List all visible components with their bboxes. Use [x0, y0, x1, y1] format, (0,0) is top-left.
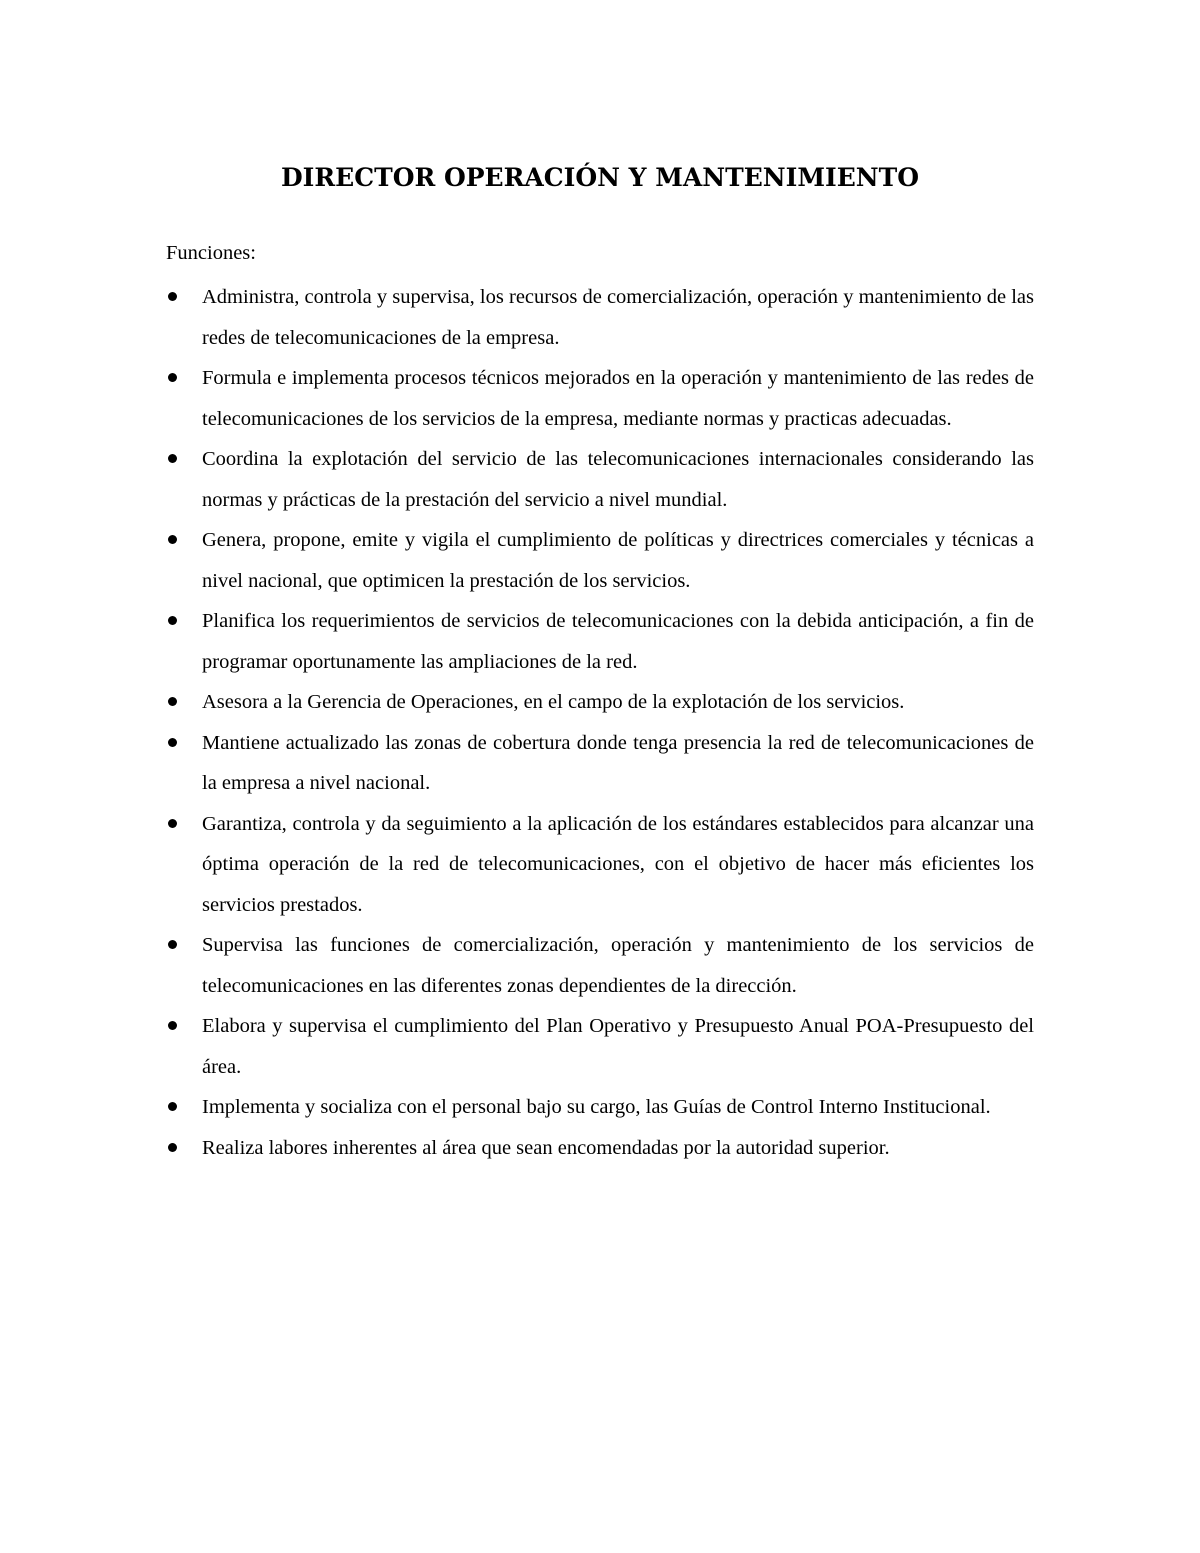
function-item	[166, 277, 1034, 358]
bullet-icon	[168, 1102, 177, 1111]
bullet-icon	[168, 1143, 177, 1152]
bullet-icon	[168, 940, 177, 949]
function-item	[166, 1128, 1034, 1169]
function-text: Elabora y supervisa el cumplimiento del Plan Operativo y Presupuesto Anual POA-Presupuesto del área.	[202, 1015, 1034, 1078]
function-text: Implementa y socializa con el personal bajo su cargo, las Guías de Control Interno Institucional.	[202, 1096, 991, 1118]
bullet-icon	[168, 819, 177, 828]
function-item	[166, 723, 1034, 804]
function-item	[166, 601, 1034, 682]
bullet-icon	[168, 373, 177, 382]
function-text: Formula e implementa procesos técnicos mejorados en la operación y mantenimiento de las redes de telecomunicaciones de los servicios de la empresa, mediante normas y practicas adecuadas.	[202, 367, 1034, 430]
function-item	[166, 804, 1034, 926]
function-text: Supervisa las funciones de comercialización, operación y mantenimiento de los servicios de telecomunicaciones en las diferentes zonas dependientes de la dirección.	[202, 934, 1034, 997]
bullet-icon	[168, 616, 177, 625]
function-item	[166, 682, 1034, 723]
function-text: Garantiza, controla y da seguimiento a la aplicación de los estándares establecidos para alcanzar una óptima operación de la red de telecomunicaciones, con el objetivo de hacer más eficientes los servicios prestados.	[202, 812, 1034, 916]
functions-list	[166, 277, 1034, 1168]
bullet-icon	[168, 1021, 177, 1030]
function-text: Realiza labores inherentes al área que sean encomendadas por la autoridad superior.	[202, 1136, 890, 1159]
bullet-icon	[168, 454, 177, 463]
bullet-icon	[168, 535, 177, 544]
bullet-icon	[168, 292, 177, 301]
function-item	[166, 520, 1034, 601]
function-text: Coordina la explotación del servicio de las telecomunicaciones internacionales considerando las normas y prácticas de la prestación del servicio a nivel mundial.	[202, 448, 1034, 511]
function-item	[166, 358, 1034, 439]
function-item	[166, 439, 1034, 520]
functions-label: Funciones:	[166, 242, 256, 264]
function-text: Administra, controla y supervisa, los recursos de comercialización, operación y mantenimiento de las redes de telecomunicaciones de la empresa.	[202, 286, 1034, 349]
document-title: DIRECTOR OPERACIÓN Y MANTENIMIENTO	[280, 163, 920, 192]
function-item	[166, 1006, 1034, 1087]
function-text: Mantiene actualizado las zonas de cobertura donde tenga presencia la red de telecomunicaciones de la empresa a nivel nacional.	[202, 731, 1034, 794]
function-text: Planifica los requerimientos de servicios de telecomunicaciones con la debida anticipación, a fin de programar oportunamente las ampliaciones de la red.	[202, 610, 1034, 673]
function-item	[166, 1087, 1034, 1128]
function-text: Asesora a la Gerencia de Operaciones, en el campo de la explotación de los servicios.	[202, 691, 905, 713]
function-item	[166, 925, 1034, 1006]
bullet-icon	[168, 697, 177, 706]
function-text: Genera, propone, emite y vigila el cumplimiento de políticas y directrices comerciales y técnicas a nivel nacional, que optimicen la prestación de los servicios.	[202, 529, 1034, 592]
bullet-icon	[168, 738, 177, 747]
